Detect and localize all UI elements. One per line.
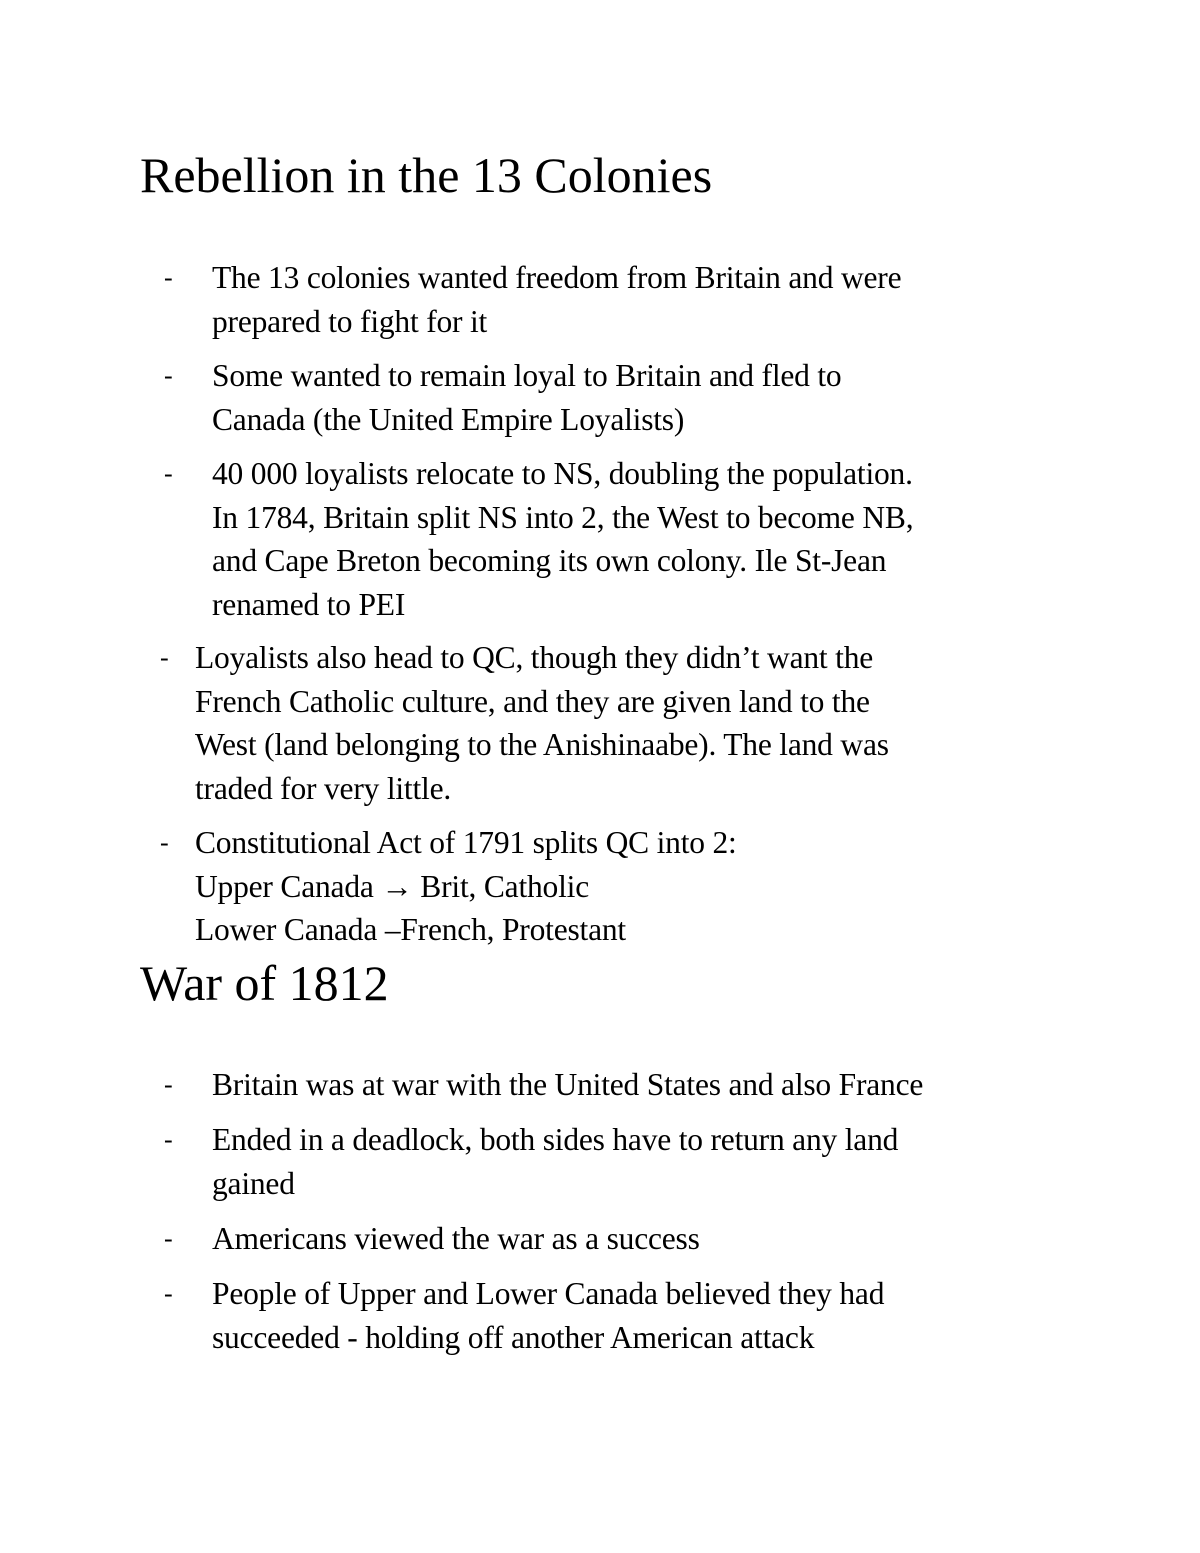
bullet-line: Lower Canada –French, Protestant xyxy=(195,912,626,947)
list-item xyxy=(164,1063,924,1107)
bullet-line: The 13 colonies wanted freedom from Britain and were xyxy=(212,260,902,295)
bullet-line: In 1784, Britain split NS into 2, the West to become NB, xyxy=(212,499,914,535)
bullet-line: Some wanted to remain loyal to Britain and fled to xyxy=(212,358,842,393)
bullet-line: prepared to fight for it xyxy=(212,303,488,339)
bullet-dash: - xyxy=(160,828,169,857)
bullet-dash: - xyxy=(164,361,173,390)
bullet-line: Americans viewed the war as a success xyxy=(212,1221,700,1256)
list-item xyxy=(164,1118,899,1205)
bullet-line: gained xyxy=(212,1165,295,1201)
bullet-line: Canada (the United Empire Loyalists) xyxy=(212,401,685,437)
list-item xyxy=(164,1217,700,1261)
bullet-dash: - xyxy=(164,1070,173,1099)
bullet-line: 40 000 loyalists relocate to NS, doubling the population. xyxy=(212,456,913,491)
bullet-line: Upper Canada → Brit, Catholic xyxy=(195,868,589,904)
list-item xyxy=(160,636,889,810)
section-title-war-of-1812: War of 1812 xyxy=(140,955,389,1011)
bullet-line: French Catholic culture, and they are given land to the xyxy=(195,683,870,719)
bullet-dash: - xyxy=(164,459,173,488)
list-item xyxy=(164,452,914,626)
bullet-line: Ended in a deadlock, both sides have to return any land xyxy=(212,1122,899,1157)
bullet-dash: - xyxy=(164,1224,173,1253)
list-item xyxy=(164,256,902,343)
bullet-line: and Cape Breton becoming its own colony. Ile St-Jean xyxy=(212,543,887,578)
list-item xyxy=(164,354,842,441)
bullet-line: West (land belonging to the Anishinaabe). The land was xyxy=(195,727,889,762)
list-item xyxy=(160,821,737,952)
bullet-dash: - xyxy=(164,1125,173,1154)
bullet-dash: - xyxy=(160,643,169,672)
bullet-dash: - xyxy=(164,1279,173,1308)
bullet-line: traded for very little. xyxy=(195,770,452,806)
list-item xyxy=(164,1272,885,1359)
bullet-dash: - xyxy=(164,263,173,292)
section-title-rebellion: Rebellion in the 13 Colonies xyxy=(140,147,713,203)
bullet-line: Britain was at war with the United States and also France xyxy=(212,1067,924,1102)
bullet-line: succeeded - holding off another American attack xyxy=(212,1319,815,1355)
bullet-line: renamed to PEI xyxy=(212,586,406,622)
bullet-line: Constitutional Act of 1791 splits QC into 2: xyxy=(195,825,737,860)
bullet-line: Loyalists also head to QC, though they didn’t want the xyxy=(195,640,874,675)
bullet-line: People of Upper and Lower Canada believed they had xyxy=(212,1276,885,1311)
